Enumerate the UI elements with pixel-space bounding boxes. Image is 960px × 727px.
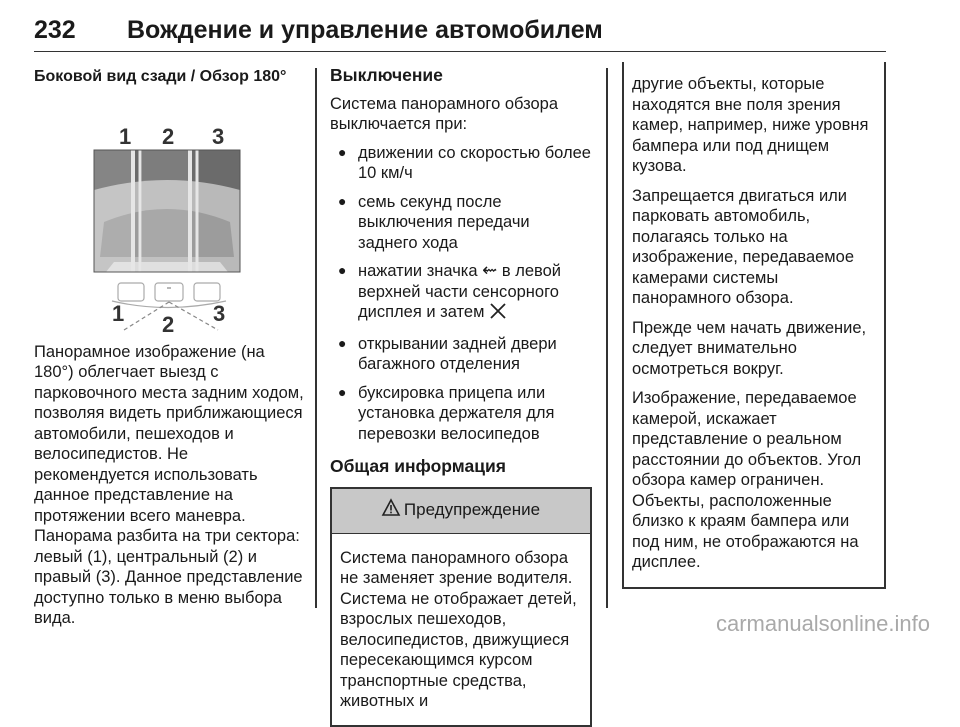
- column-middle: [330, 60, 592, 727]
- list-item: [330, 334, 592, 375]
- warning-header: [332, 489, 590, 534]
- warning-box-continued: [622, 62, 886, 589]
- column-divider-1: [315, 68, 317, 608]
- shutdown-intro: Система панорамного обзора выключается при:: [330, 94, 559, 133]
- column-divider-2: [606, 68, 608, 608]
- figure-caption: Боковой вид сзади / Обзор 180°: [34, 68, 287, 85]
- warning-triangle-icon: [382, 499, 400, 522]
- figure-label-bottom-1: 1: [112, 300, 125, 326]
- list-item: [330, 261, 592, 326]
- warning-paragraph: Запрещается двигаться или парковать автомобиль, полагаясь только на изображение, передаваемое камерами системы панорамного обзора.: [632, 186, 855, 307]
- page-header: [34, 10, 886, 52]
- back-arrow-icon: ⇜: [482, 260, 498, 280]
- list-item-text: движении со скоростью более 10 км/ч: [358, 143, 591, 182]
- camera-view-image: [94, 150, 240, 272]
- warning-paragraph: Изображение, передаваемое камерой, искажает представление о реальном расстоянии до объектов. Угол обзора камер ограничен. Объекты, расположенные близко к краям бампера или под ним, не отображаются на дисплее.: [632, 389, 862, 571]
- list-item-text: открывании задней двери багажного отделения: [358, 334, 557, 373]
- panorama-description: Панорамное изображение (на 180°) облегчает выезд с парковочного места задним ходом, позволяя видеть приближающиеся автомобили, пешеходов и велосипедистов. Не рекомендуется использовать данное представление на протяжении всего маневра. Панорама разбита на три сектора: левый (1), центральный (2) и правый (3). Данное представление доступно только в меню выбора вида.: [34, 342, 304, 627]
- camera-figure: [34, 92, 304, 337]
- panorama-illustration: [34, 92, 304, 337]
- shutdown-list: [330, 143, 592, 445]
- figure-label-top-2: 2: [162, 123, 175, 149]
- section-title-general: Общая информация: [330, 456, 506, 476]
- figure-label-top-3: 3: [212, 123, 225, 149]
- column-right: [622, 62, 884, 589]
- car-rear-diagram: [112, 283, 226, 308]
- figure-label-bottom-3: 3: [213, 300, 226, 326]
- column-left: [34, 60, 304, 637]
- list-item: [330, 192, 592, 254]
- chapter-title: Вождение и управление автомобилем: [127, 16, 603, 44]
- list-item-text: нажатии значка: [358, 262, 478, 280]
- list-item-text-cont: в левой верхней части сенсорного дисплея и затем: [358, 262, 561, 321]
- warning-body: Система панорамного обзора не заменяет зрение водителя. Система не отображает детей, взрослых пешеходов, велосипедистов, движущиеся пересекающимся курсом транспортные средства, животных и: [340, 548, 577, 710]
- watermark: carmanualsonline.info: [715, 611, 930, 636]
- close-x-icon: [489, 302, 507, 326]
- list-item: [330, 143, 592, 184]
- warning-paragraph: другие объекты, которые находятся вне поля зрения камер, например, ниже уровня бампера или под днищем кузова.: [632, 75, 869, 175]
- list-item-text: семь секунд после выключения передачи заднего хода: [358, 192, 530, 252]
- list-item: [330, 383, 592, 445]
- figure-label-bottom-2: 2: [162, 311, 175, 337]
- warning-title: Предупреждение: [403, 500, 541, 520]
- figure-label-top-1: 1: [119, 123, 132, 149]
- page-number: 232: [34, 16, 76, 44]
- warning-box: [330, 487, 592, 727]
- section-title-shutdown: Выключение: [330, 65, 443, 85]
- list-item-text: буксировка прицепа или установка держателя для перевозки велосипедов: [358, 383, 555, 443]
- warning-paragraph: Прежде чем начать движение, следует внимательно осмотреться вокруг.: [632, 318, 867, 378]
